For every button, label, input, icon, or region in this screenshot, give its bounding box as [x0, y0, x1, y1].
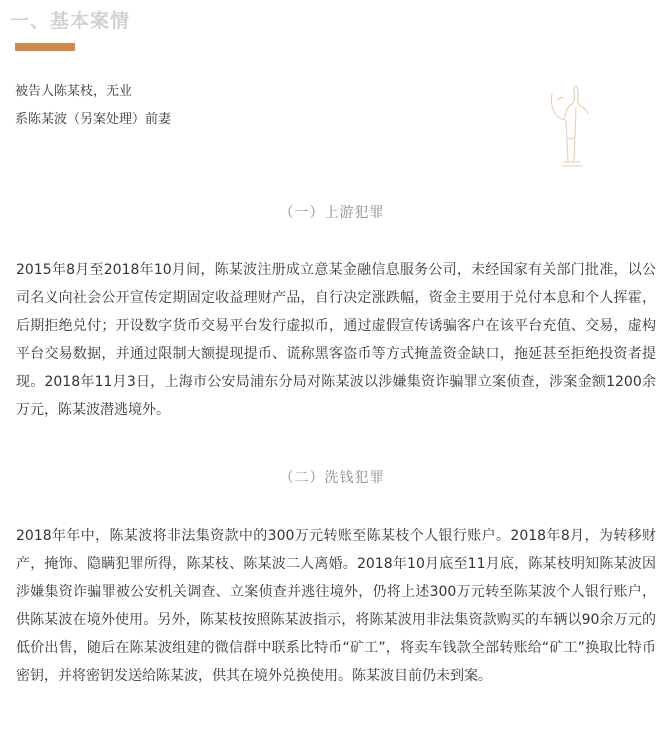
section-title-underline	[15, 43, 75, 51]
paragraph-money-laundering: 2018年年中，陈某波将非法集资款中的300万元转账至陈某枝个人银行账户。2018年8月，为转移财产，掩饰、隐瞒犯罪所得，陈某枝、陈某波二人离婚。2018年10月底至11月底，陈某枝明知陈某波因涉嫌集资诈骗罪被公安机关调查、立案侦查并逃往境外，仍将上述300万元转至陈某波个人银行账户，供陈某波在境外使用。另外，陈某枝按照陈某波指示，将陈某波用非法集资款购买的车辆以90余万元的低价出售，随后在陈某波组建的微信群中联系比特币“矿工”，将卖车钱款全部转账给“矿工”换取比特币密钥，并将密钥发送给陈某波，供其在境外兑换使用。陈某波目前仍未到案。	[16, 528, 656, 684]
subheading-money-laundering: （二）洗钱犯罪	[279, 470, 385, 486]
subheading-upstream-crime: （一）上游犯罪	[279, 205, 385, 221]
defendant-relation: 系陈某波（另案处理）前妻	[15, 112, 172, 127]
paragraph-upstream-crime: 2015年8月至2018年10月间，陈某波注册成立意某金融信息服务公司，未经国家有关部门批准，以公司名义向社会公开宣传定期固定收益理财产品，自行决定涨跌幅，资金主要用于兑付本息和个人挥霍，后期拒绝兑付；开设数字货币交易平台发行虚拟币，通过虚假宣传诱骗客户在该平台充值、交易，虚构平台交易数据，并通过限制大额提现提币、谎称黑客盗币等方式掩盖资金缺口，拖延甚至拒绝投资者提现。2018年11月3日，上海市公安局浦东分局对陈某波以涉嫌集资诈骗罪立案侦查，涉案金额1200余万元，陈某波潜逃境外。	[16, 262, 656, 418]
section-title: 一、基本案情	[10, 10, 131, 32]
defendant-description: 被告人陈某枝，无业	[15, 84, 133, 99]
statue-of-justice-icon	[546, 82, 594, 168]
